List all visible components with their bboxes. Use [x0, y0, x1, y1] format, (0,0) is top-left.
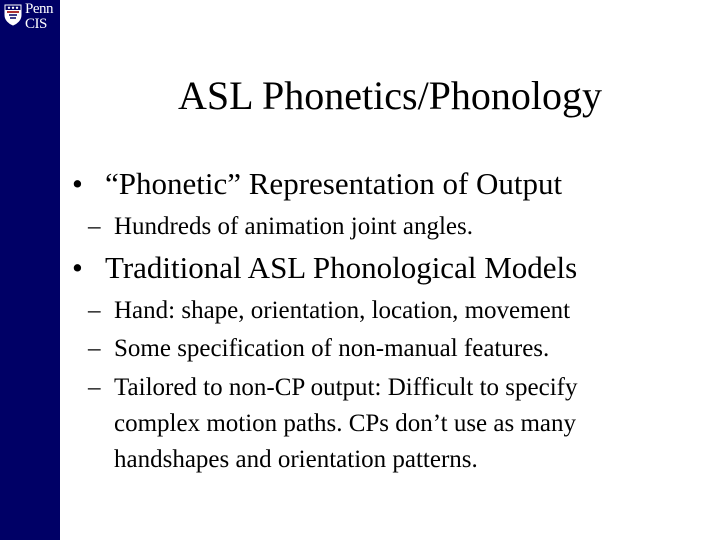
shield-icon [4, 4, 22, 26]
dash-mark: – [88, 374, 101, 401]
bullet-traditional-models [72, 250, 578, 286]
dash-mark: – [88, 335, 101, 362]
sub-bullet-text: handshapes and orientation patterns. [114, 446, 478, 473]
bullet-mark: • [72, 250, 83, 285]
bullet-text: “Phonetic” Representation of Output [105, 166, 563, 201]
sub-bullet-continuation-2 [114, 444, 478, 475]
penn-logo [0, 0, 60, 40]
logo-line-cis: CIS [25, 16, 47, 32]
dash-mark: – [88, 213, 101, 240]
slide-title: ASL Phonetics/Phonology [177, 73, 603, 118]
sub-bullet-continuation-1 [114, 408, 576, 439]
sub-bullet-text: complex motion paths. CPs don’t use as many [114, 410, 577, 437]
sub-bullet-joint-angles [88, 211, 473, 242]
bullet-phonetic-representation [72, 166, 563, 202]
bullet-mark: • [72, 166, 83, 201]
dash-mark: – [88, 297, 101, 324]
sub-bullet-hand [88, 295, 571, 326]
logo-line-penn: Penn [25, 1, 53, 17]
sub-bullet-text: Tailored to non-CP output: Difficult to specify [114, 374, 578, 401]
sub-bullet-text: Hundreds of animation joint angles. [114, 213, 473, 240]
sub-bullet-text: Hand: shape, orientation, location, movement [114, 297, 571, 324]
sub-bullet-text: Some specification of non-manual features. [114, 335, 550, 362]
logo-text [25, 2, 53, 32]
bullet-text: Traditional ASL Phonological Models [105, 250, 578, 285]
sub-bullet-non-manual [88, 333, 550, 364]
sidebar [0, 0, 60, 540]
sub-bullet-tailored [88, 372, 578, 403]
